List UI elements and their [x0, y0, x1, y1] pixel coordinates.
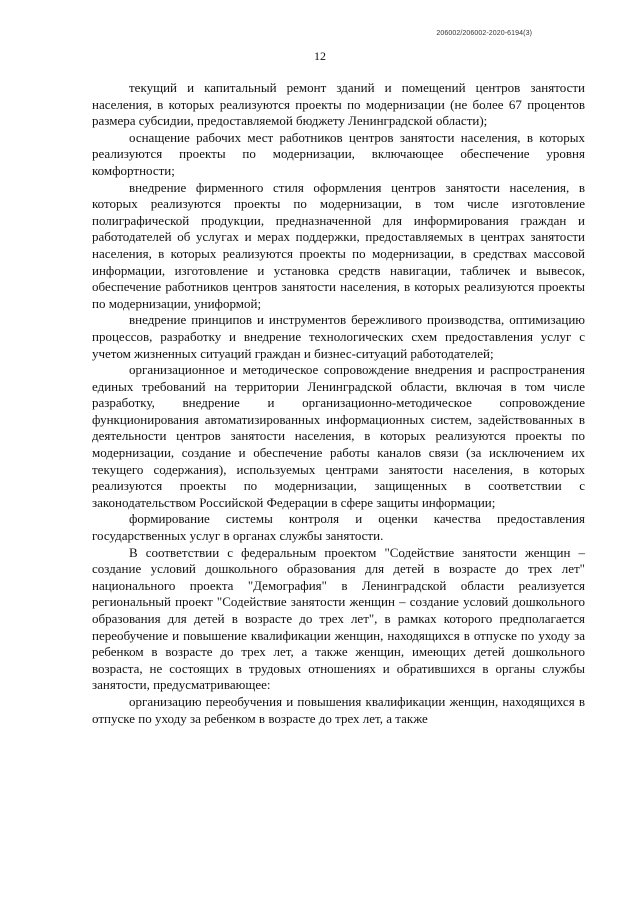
document-number: 206002/206002-2020-6194(3) [436, 30, 532, 37]
paragraph-quality-control: формирование системы контроля и оценки качества предоставления государственных услуг в органах службы занятости. [92, 511, 585, 544]
paragraph-federal-project: В соответствии с федеральным проектом "Содействие занятости женщин – создание условий дошкольного образования для детей в возрасте до трех лет" национального проекта "Демография" в Ленинградской области реализуется региональный проект "Содействие занятости женщин – создание условий дошкольного образования для детей в возрасте до трех лет", в рамках которого предполагается переобучение и повышение квалификации женщин, находящихся в отпуске по уходу за ребенком в возрасте до трех лет, а также женщин, имеющих детей дошкольного возраста, не состоящих в трудовых отношениях и обратившихся в органы службы занятости, предусматривающее: [92, 544, 585, 693]
page-number: 12 [314, 49, 326, 63]
document-body [92, 80, 585, 727]
paragraph-retraining: организацию переобучения и повышения квалификации женщин, находящихся в отпуске по уходу за ребенком в возрасте до трех лет, а также [92, 693, 585, 726]
paragraph-lean-production: внедрение принципов и инструментов бережливого производства, оптимизацию процессов, разработку и внедрение технологических схем предоставления услуг с учетом жизненных ситуаций граждан и бизнес-ситуаций работодателей; [92, 312, 585, 361]
paragraph-corporate-style: внедрение фирменного стиля оформления центров занятости населения, в которых реализуются проекты по модернизации, в том числе изготовление полиграфической продукции, предназначенной для информирования граждан и работодателей об услугах и мерах поддержки, предоставляемых в центрах занятости населения, в которых реализуются проекты по модернизации, в средствах массовой информации, изготовление и установка средств навигации, табличек и вывесок, обеспечение работников центров занятости населения, в которых реализуются проекты по модернизации, униформой; [92, 179, 585, 311]
paragraph-repair: текущий и капитальный ремонт зданий и помещений центров занятости населения, в которых реализуются проекты по модернизации (не более 67 процентов размера субсидии, предоставляемой бюджету Ленинградской области); [92, 80, 585, 129]
paragraph-workplaces: оснащение рабочих мест работников центров занятости населения, в которых реализуются проекты по модернизации, включающее обеспечение уровня комфортности; [92, 129, 585, 178]
paragraph-methodical-support: организационное и методическое сопровождение внедрения и распространения единых требований на территории Ленинградской области, включая в том числе разработку, внедрение и организационно-методическое сопровождение функционирования автоматизированных информационных систем, задействованных в деятельности центров занятости населения, в которых реализуются проекты по модернизации, создание и обеспечение работы каналов связи (за исключением их текущего содержания), используемых центрами занятости населения, в которых реализуются проекты по модернизации, защищенных в соответствии с законодательством Российской Федерации в сфере защиты информации; [92, 362, 585, 510]
